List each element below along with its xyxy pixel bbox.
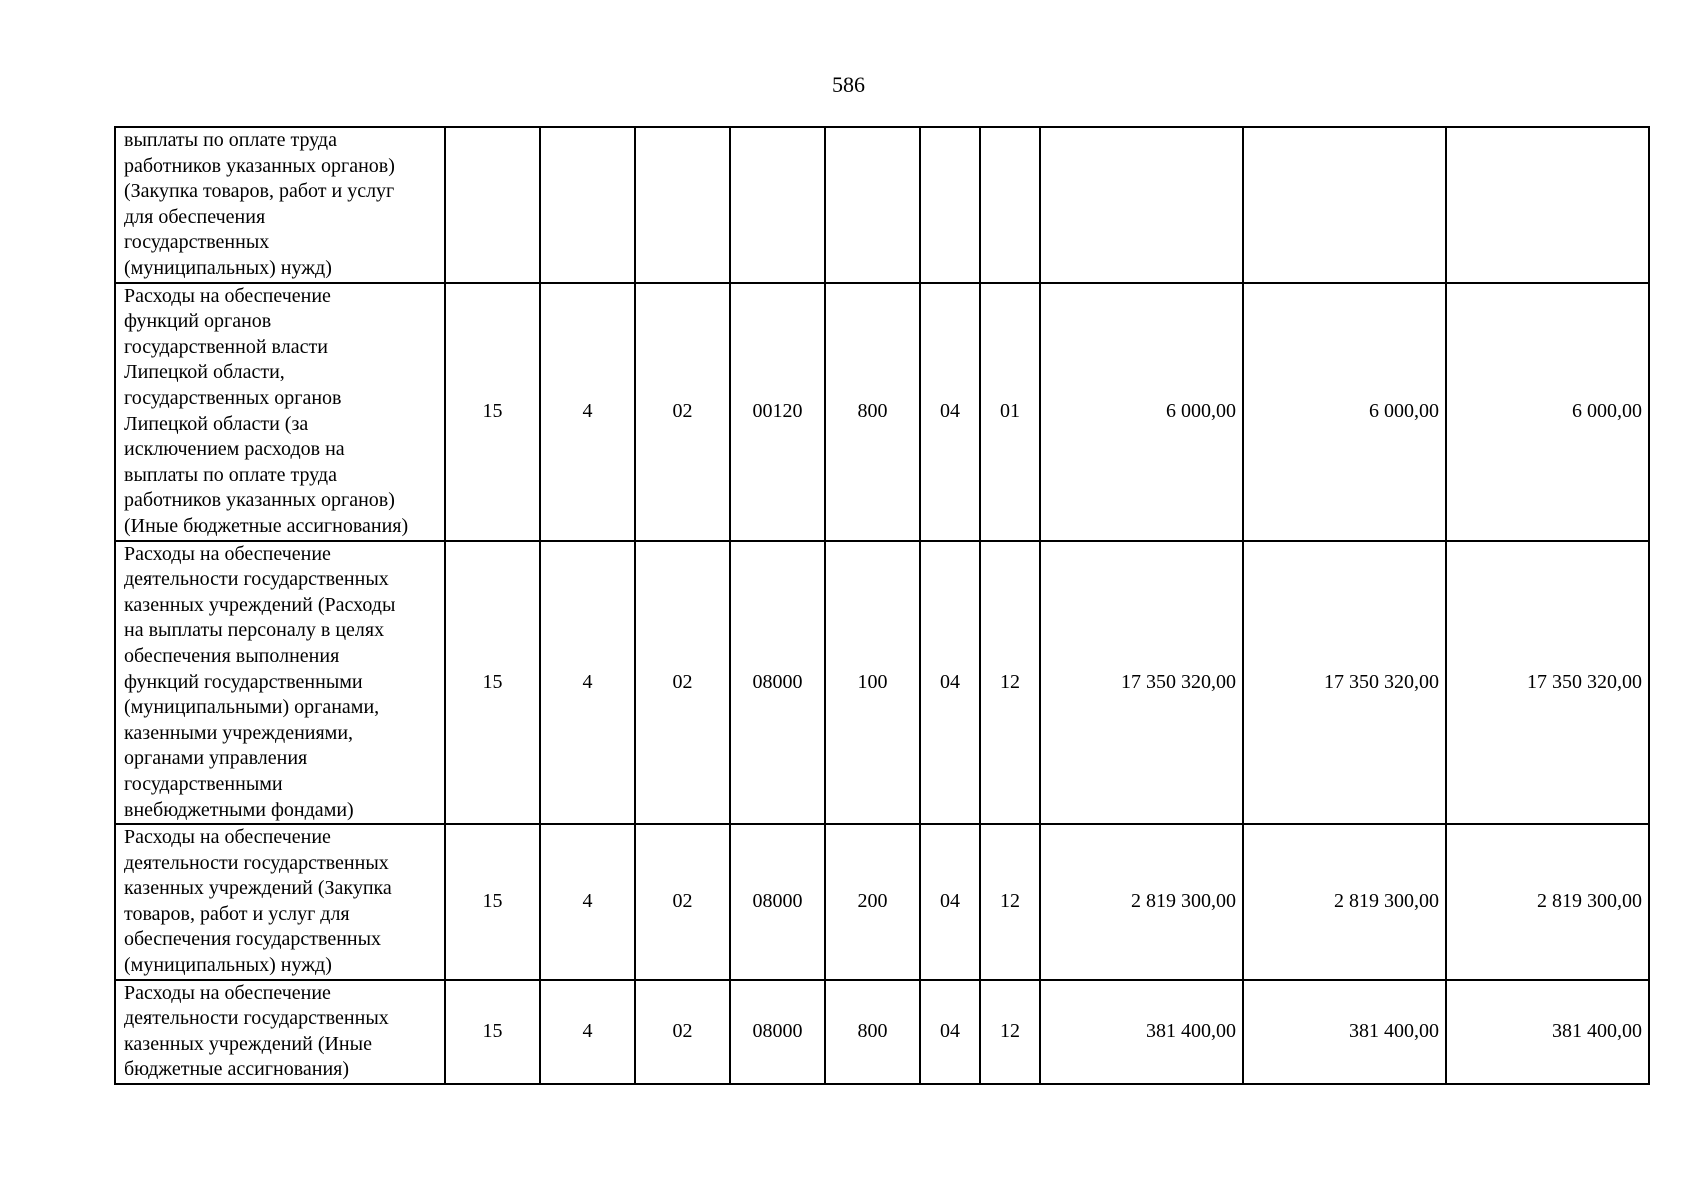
amount-year-2: 2 819 300,00 bbox=[1243, 824, 1446, 980]
target-code: 08000 bbox=[730, 824, 825, 980]
description-line: обеспечения государственных bbox=[124, 928, 382, 951]
expense-type-code: 800 bbox=[825, 283, 920, 541]
expense-description bbox=[115, 541, 445, 825]
target-code: 00120 bbox=[730, 283, 825, 541]
description-line: деятельности государственных bbox=[124, 1007, 389, 1030]
description-line: для обеспечения bbox=[124, 205, 266, 228]
description-line: государственных bbox=[124, 231, 270, 254]
expense-description bbox=[115, 824, 445, 980]
target-code: 08000 bbox=[730, 980, 825, 1084]
description-line: Расходы на обеспечение bbox=[124, 542, 331, 565]
amount-year-2: 17 350 320,00 bbox=[1243, 541, 1446, 825]
description-line: внебюджетными фондами) bbox=[124, 798, 354, 821]
subsection-code: 4 bbox=[540, 980, 635, 1084]
subdivision-code: 01 bbox=[980, 283, 1040, 541]
amount-year-2: 381 400,00 bbox=[1243, 980, 1446, 1084]
amount-year-3: 17 350 320,00 bbox=[1446, 541, 1649, 825]
description-line: государственной власти bbox=[124, 335, 328, 358]
description-line: деятельности государственных bbox=[124, 851, 389, 874]
description-line: функций органов bbox=[124, 310, 272, 333]
description-line: Расходы на обеспечение bbox=[124, 284, 331, 307]
description-line: казенных учреждений (Расходы bbox=[124, 593, 396, 616]
description-line: деятельности государственных bbox=[124, 568, 389, 591]
amount-year-1: 6 000,00 bbox=[1040, 283, 1243, 541]
description-line: работников указанных органов) bbox=[124, 154, 395, 177]
expense-type-code: 100 bbox=[825, 541, 920, 825]
subdivision-code: 12 bbox=[980, 824, 1040, 980]
division-code: 04 bbox=[920, 980, 980, 1084]
description-line: бюджетные ассигнования) bbox=[124, 1058, 350, 1081]
expense-description bbox=[115, 127, 445, 283]
amount-year-2: 6 000,00 bbox=[1243, 283, 1446, 541]
subdivision-code: 12 bbox=[980, 980, 1040, 1084]
subdivision-code: 12 bbox=[980, 541, 1040, 825]
description-line: государственных органов bbox=[124, 386, 342, 409]
subdivision-code bbox=[980, 127, 1040, 283]
description-line: Расходы на обеспечение bbox=[124, 826, 331, 849]
section-code: 15 bbox=[445, 541, 540, 825]
page-number: 586 bbox=[832, 72, 865, 97]
amount-year-1: 17 350 320,00 bbox=[1040, 541, 1243, 825]
table-row bbox=[115, 824, 1649, 980]
expense-description bbox=[115, 283, 445, 541]
description-line: (Иные бюджетные ассигнования) bbox=[124, 514, 409, 537]
description-line: (Закупка товаров, работ и услуг bbox=[124, 180, 395, 203]
table-row bbox=[115, 127, 1649, 283]
description-line: (муниципальных) нужд) bbox=[124, 954, 332, 977]
expense-type-code: 800 bbox=[825, 980, 920, 1084]
description-line: Липецкой области (за bbox=[124, 412, 309, 435]
program-code: 02 bbox=[635, 824, 730, 980]
table-row bbox=[115, 980, 1649, 1084]
table-row bbox=[115, 283, 1649, 541]
division-code: 04 bbox=[920, 824, 980, 980]
amount-year-3: 6 000,00 bbox=[1446, 283, 1649, 541]
budget-table bbox=[114, 126, 1650, 1085]
description-line: выплаты по оплате труда bbox=[124, 129, 337, 151]
expense-type-code: 200 bbox=[825, 824, 920, 980]
section-code bbox=[445, 127, 540, 283]
program-code: 02 bbox=[635, 980, 730, 1084]
amount-year-1: 381 400,00 bbox=[1040, 980, 1243, 1084]
description-line: (муниципальными) органами, bbox=[124, 696, 380, 719]
target-code: 08000 bbox=[730, 541, 825, 825]
amount-year-2 bbox=[1243, 127, 1446, 283]
subsection-code: 4 bbox=[540, 824, 635, 980]
description-line: исключением расходов на bbox=[124, 438, 345, 461]
division-code: 04 bbox=[920, 283, 980, 541]
description-line: Расходы на обеспечение bbox=[124, 981, 331, 1004]
subsection-code: 4 bbox=[540, 283, 635, 541]
section-code: 15 bbox=[445, 283, 540, 541]
expense-type-code bbox=[825, 127, 920, 283]
description-line: казенных учреждений (Иные bbox=[124, 1032, 372, 1055]
amount-year-1 bbox=[1040, 127, 1243, 283]
division-code bbox=[920, 127, 980, 283]
description-line: на выплаты персоналу в целях bbox=[124, 619, 385, 642]
section-code: 15 bbox=[445, 824, 540, 980]
program-code: 02 bbox=[635, 541, 730, 825]
description-line: государственными bbox=[124, 772, 283, 795]
subsection-code bbox=[540, 127, 635, 283]
division-code: 04 bbox=[920, 541, 980, 825]
description-line: функций государственными bbox=[124, 670, 363, 693]
amount-year-3 bbox=[1446, 127, 1649, 283]
amount-year-3: 2 819 300,00 bbox=[1446, 824, 1649, 980]
description-line: казенных учреждений (Закупка bbox=[124, 877, 392, 900]
table-row bbox=[115, 541, 1649, 825]
subsection-code: 4 bbox=[540, 541, 635, 825]
section-code: 15 bbox=[445, 980, 540, 1084]
description-line: (муниципальных) нужд) bbox=[124, 256, 332, 279]
description-line: казенными учреждениями, bbox=[124, 721, 354, 744]
target-code bbox=[730, 127, 825, 283]
program-code bbox=[635, 127, 730, 283]
program-code: 02 bbox=[635, 283, 730, 541]
description-line: Липецкой области, bbox=[124, 361, 285, 384]
amount-year-1: 2 819 300,00 bbox=[1040, 824, 1243, 980]
description-line: выплаты по оплате труда bbox=[124, 463, 337, 486]
description-line: обеспечения выполнения bbox=[124, 644, 340, 667]
table-body bbox=[115, 127, 1649, 1084]
description-line: работников указанных органов) bbox=[124, 489, 395, 512]
expense-description bbox=[115, 980, 445, 1084]
description-line: органами управления bbox=[124, 747, 308, 770]
description-line: товаров, работ и услуг для bbox=[124, 902, 350, 925]
amount-year-3: 381 400,00 bbox=[1446, 980, 1649, 1084]
